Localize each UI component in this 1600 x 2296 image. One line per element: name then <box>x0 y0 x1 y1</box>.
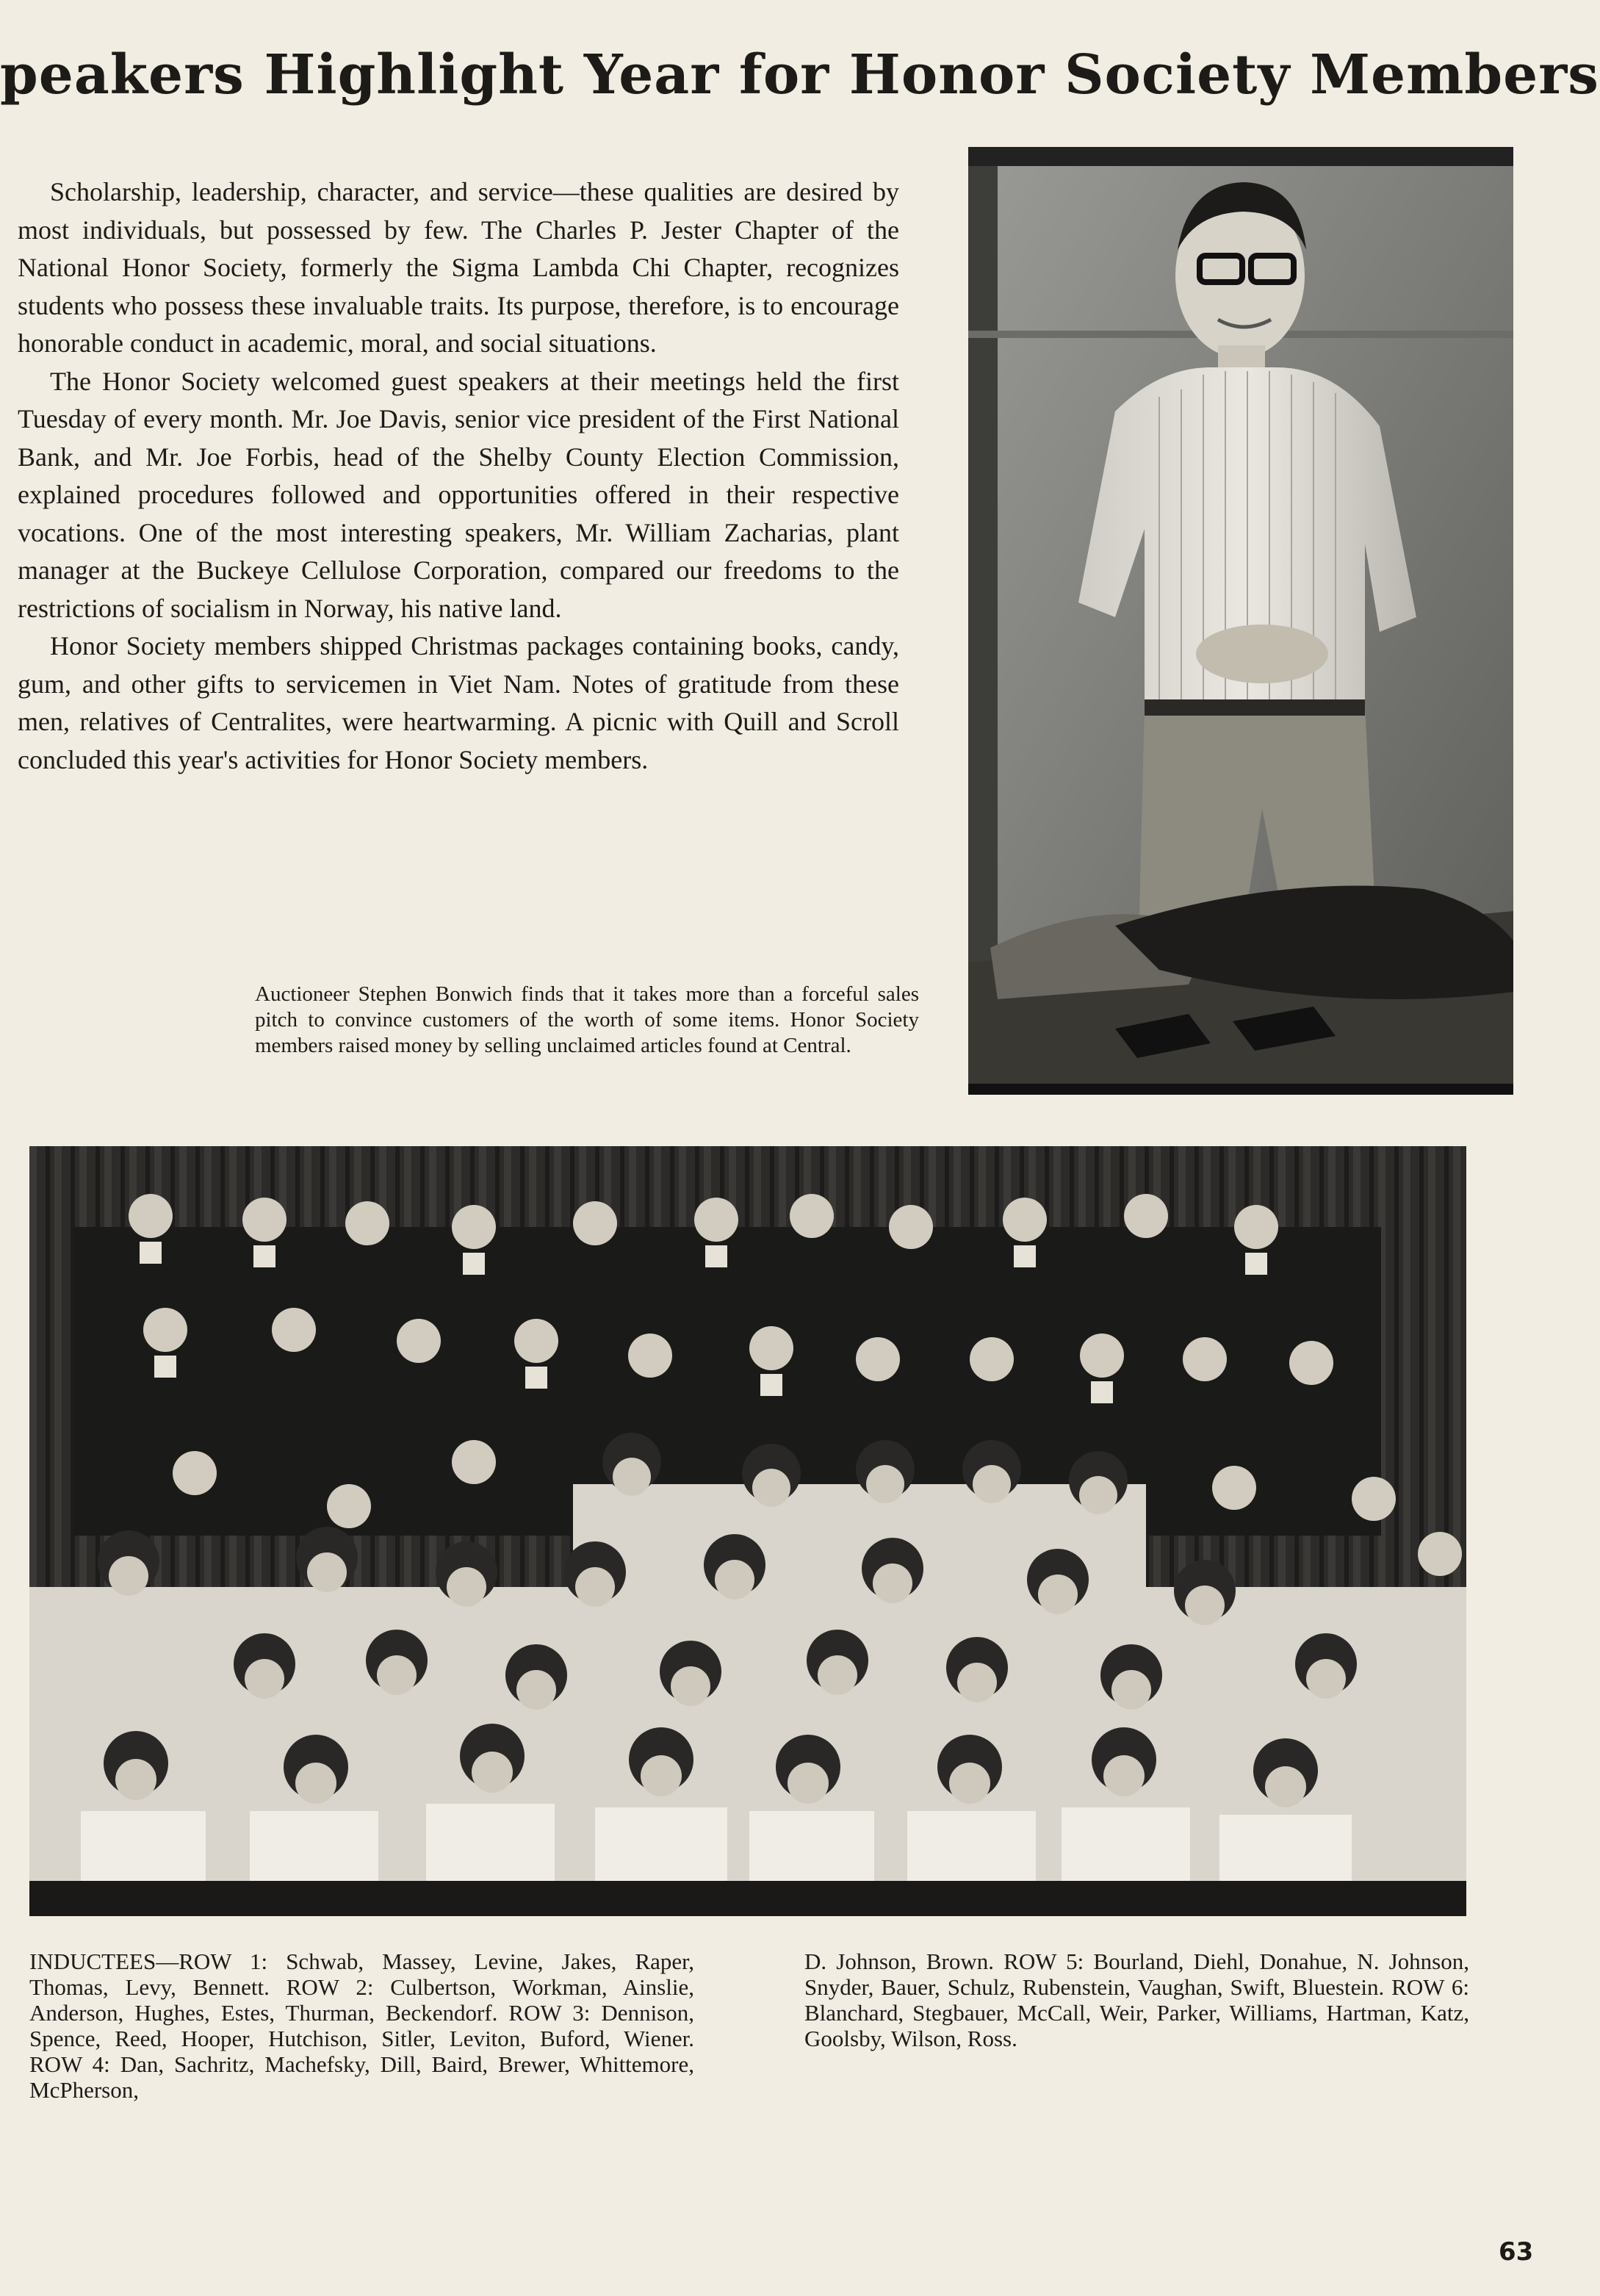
inductees-group-photo <box>29 1146 1466 1916</box>
auctioneer-photo-caption: Auctioneer Stephen Bonwich finds that it takes more than a forceful sales pitch to convince customers of the worth of some items. Honor Society members raised money by selling unclaimed articles found at Central. <box>255 982 919 1057</box>
article-paragraph: Scholarship, leadership, character, and service—these qualities are desired by most individuals, but possessed by few. The Charles P. Jester Chapter of the National Honor Society, formerly the Sigma Lambda Chi Chapter, recognizes students who possess these invaluable traits. Its purpose, therefore, is to encourage honorable conduct in academic, moral, and social situations. <box>18 177 899 358</box>
article-body <box>18 173 899 779</box>
auctioneer-photo <box>968 147 1513 1095</box>
article-paragraph: Honor Society members shipped Christmas packages containing books, candy, gum, and other gifts to servicemen in Viet Nam. Notes of gratitude from these men, relatives of Centralites, were heartwarming. A picnic with Quill and Scroll concluded this year's activities for Honor Society members. <box>18 631 899 774</box>
article-paragraph: The Honor Society welcomed guest speakers at their meetings held the first Tuesday of every month. Mr. Joe Davis, senior vice president of the First National Bank, and Mr. Joe Forbis, head of the Shelby County Election Commission, explained procedures followed and opportunities offered in their respective vocations. One of the most interesting speakers, Mr. William Zacharias, plant manager at the Buckeye Cellulose Corporation, compared our freedoms to the restrictions of socialism in Norway, his native land. <box>18 366 899 623</box>
group-photo-caption-right: D. Johnson, Brown. ROW 5: Bourland, Diehl, Donahue, N. Johnson, Snyder, Bauer, Schulz, Rubenstein, Vaughan, Swift, Bluestein. ROW 6: Blanchard, Stegbauer, McCall, Weir, Parker, Williams, Hartman, Katz, Goolsby, Wilson, Ross. <box>804 1948 1469 2051</box>
page-title: peakers Highlight Year for Honor Society Members <box>0 43 1599 107</box>
group-photo-caption-left: INDUCTEES—ROW 1: Schwab, Massey, Levine, Jakes, Raper, Thomas, Levy, Bennett. ROW 2: Culbertson, Workman, Ainslie, Anderson, Hughes, Estes, Thurman, Beckendorf. ROW 3: Dennison, Spence, Reed, Hooper, Hutchison, Sitler, Leviton, Buford, Wiener. ROW 4: Dan, Sachritz, Machefsky, Dill, Baird, Brewer, Whittemore, McPherson, <box>29 1948 694 2103</box>
page-number: 63 <box>1499 2237 1534 2267</box>
